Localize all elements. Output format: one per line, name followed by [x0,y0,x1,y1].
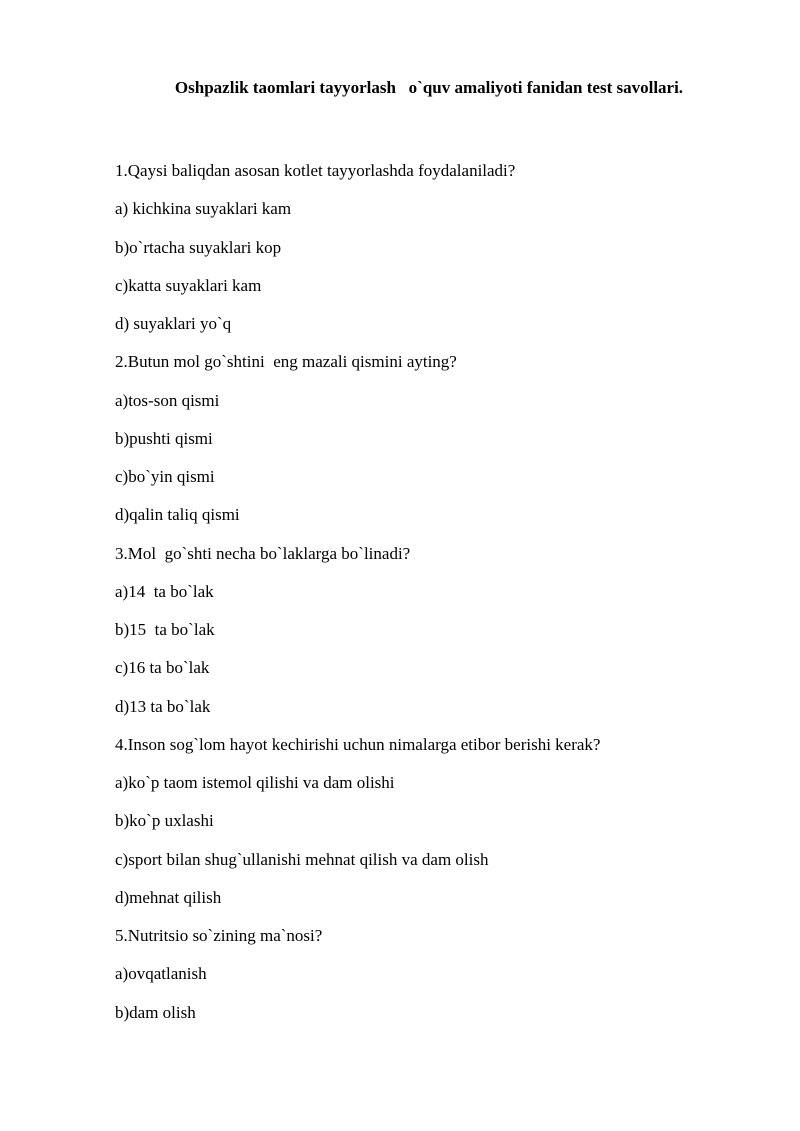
question-4-option-c: c)sport bilan shug`ullanishi mehnat qilish va dam olish [115,849,489,869]
question-1-option-a: a) kichkina suyaklari kam [115,199,292,219]
question-3-option-c: c)16 ta bo`lak [115,658,210,678]
question-2-option-b: b)pushti qismi [115,428,213,448]
question-1-option-d: d) suyaklari yo`q [115,314,232,333]
question-5-option-a: a)ovqatlanish [115,964,207,984]
question-3: 3.Mol go`shti necha bo`laklarga bo`linadi? [115,543,411,563]
question-list [115,152,760,1032]
question-5: 5.Nutritsio so`zining ma`nosi? [115,926,323,945]
question-3-option-a: a)14 ta bo`lak [115,581,214,601]
question-3-option-d: d)13 ta bo`lak [115,696,211,716]
question-1-option-b: b)o`rtacha suyaklari kop [115,237,282,257]
question-4-option-d: d)mehnat qilish [115,887,222,907]
question-1: 1.Qaysi baliqdan asosan kotlet tayyorlashda foydalaniladi? [115,161,516,180]
question-4-option-b: b)ko`p uxlashi [115,811,214,831]
question-2-option-a: a)tos-son qismi [115,390,220,410]
question-2-option-c: c)bo`yin qismi [115,467,215,486]
question-2-option-d: d)qalin taliq qismi [115,505,240,525]
question-5-option-b: b)dam olish [115,1002,196,1022]
question-1-option-c: c)katta suyaklari kam [115,275,262,295]
question-2: 2.Butun mol go`shtini eng mazali qismini ayting? [115,352,457,372]
question-3-option-b: b)15 ta bo`lak [115,620,215,639]
question-4: 4.Inson sog`lom hayot kechirishi uchun nimalarga etibor berishi kerak? [115,734,601,754]
document-title: Oshpazlik taomlari tayyorlash o`quv amaliyoti fanidan test savollari. [174,78,684,97]
question-4-option-a: a)ko`p taom istemol qilishi va dam olishi [115,773,395,792]
